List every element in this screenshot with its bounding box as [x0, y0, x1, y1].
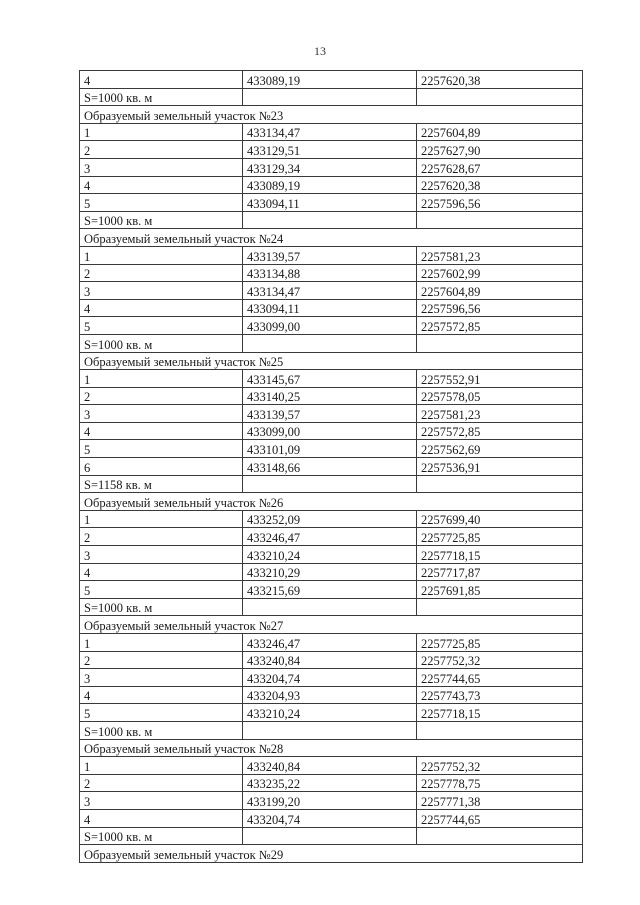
point-number: 4: [80, 422, 243, 440]
y-coordinate: 2257725,85: [417, 528, 583, 546]
table-row: [80, 299, 583, 317]
table-row: [80, 422, 583, 440]
table-row: [80, 194, 583, 212]
empty-cell: [417, 88, 583, 106]
point-number: 2: [80, 141, 243, 159]
y-coordinate: 2257778,75: [417, 774, 583, 792]
point-number: 1: [80, 757, 243, 775]
table-row: [80, 651, 583, 669]
table-row: [80, 370, 583, 388]
point-number: 1: [80, 370, 243, 388]
area-value: S=1000 кв. м: [80, 334, 243, 352]
area-row: [80, 598, 583, 616]
point-number: 4: [80, 176, 243, 194]
parcel-title: Образуемый земельный участок №23: [80, 106, 583, 124]
parcel-header-row: [80, 845, 583, 863]
point-number: 5: [80, 317, 243, 335]
y-coordinate: 2257691,85: [417, 581, 583, 599]
y-coordinate: 2257596,56: [417, 299, 583, 317]
y-coordinate: 2257744,65: [417, 809, 583, 827]
y-coordinate: 2257699,40: [417, 510, 583, 528]
coordinates-table-body: [80, 71, 583, 863]
table-row: [80, 458, 583, 476]
y-coordinate: 2257604,89: [417, 282, 583, 300]
table-row: [80, 581, 583, 599]
x-coordinate: 433210,24: [243, 704, 417, 722]
point-number: 1: [80, 634, 243, 652]
y-coordinate: 2257744,65: [417, 669, 583, 687]
point-number: 4: [80, 71, 243, 89]
area-value: S=1000 кв. м: [80, 88, 243, 106]
area-row: [80, 88, 583, 106]
point-number: 2: [80, 264, 243, 282]
x-coordinate: 433204,93: [243, 686, 417, 704]
x-coordinate: 433139,57: [243, 246, 417, 264]
parcel-header-row: [80, 616, 583, 634]
parcel-header-row: [80, 493, 583, 511]
area-row: [80, 475, 583, 493]
x-coordinate: 433139,57: [243, 405, 417, 423]
x-coordinate: 433094,11: [243, 194, 417, 212]
point-number: 3: [80, 669, 243, 687]
y-coordinate: 2257596,56: [417, 194, 583, 212]
parcel-title: Образуемый земельный участок №26: [80, 493, 583, 511]
x-coordinate: 433089,19: [243, 176, 417, 194]
area-value: S=1000 кв. м: [80, 721, 243, 739]
table-row: [80, 704, 583, 722]
empty-cell: [243, 721, 417, 739]
y-coordinate: 2257581,23: [417, 405, 583, 423]
empty-cell: [417, 721, 583, 739]
y-coordinate: 2257627,90: [417, 141, 583, 159]
table-row: [80, 528, 583, 546]
y-coordinate: 2257620,38: [417, 176, 583, 194]
table-row: [80, 387, 583, 405]
point-number: 4: [80, 299, 243, 317]
y-coordinate: 2257628,67: [417, 158, 583, 176]
area-value: S=1158 кв. м: [80, 475, 243, 493]
point-number: 3: [80, 282, 243, 300]
point-number: 4: [80, 686, 243, 704]
table-row: [80, 141, 583, 159]
point-number: 4: [80, 809, 243, 827]
point-number: 3: [80, 158, 243, 176]
x-coordinate: 433129,51: [243, 141, 417, 159]
parcel-header-row: [80, 106, 583, 124]
x-coordinate: 433129,34: [243, 158, 417, 176]
point-number: 1: [80, 510, 243, 528]
point-number: 5: [80, 194, 243, 212]
x-coordinate: 433101,09: [243, 440, 417, 458]
point-number: 1: [80, 123, 243, 141]
area-value: S=1000 кв. м: [80, 211, 243, 229]
area-value: S=1000 кв. м: [80, 598, 243, 616]
table-row: [80, 176, 583, 194]
table-row: [80, 669, 583, 687]
y-coordinate: 2257572,85: [417, 422, 583, 440]
coordinates-table: [79, 70, 583, 863]
point-number: 2: [80, 774, 243, 792]
x-coordinate: 433240,84: [243, 651, 417, 669]
table-row: [80, 774, 583, 792]
point-number: 2: [80, 387, 243, 405]
table-row: [80, 757, 583, 775]
parcel-title: Образуемый земельный участок №28: [80, 739, 583, 757]
table-row: [80, 563, 583, 581]
x-coordinate: 433134,47: [243, 282, 417, 300]
point-number: 5: [80, 704, 243, 722]
y-coordinate: 2257581,23: [417, 246, 583, 264]
table-row: [80, 809, 583, 827]
x-coordinate: 433199,20: [243, 792, 417, 810]
empty-cell: [243, 211, 417, 229]
area-row: [80, 211, 583, 229]
area-value: S=1000 кв. м: [80, 827, 243, 845]
point-number: 2: [80, 651, 243, 669]
point-number: 2: [80, 528, 243, 546]
y-coordinate: 2257602,99: [417, 264, 583, 282]
table-row: [80, 686, 583, 704]
y-coordinate: 2257572,85: [417, 317, 583, 335]
y-coordinate: 2257536,91: [417, 458, 583, 476]
y-coordinate: 2257752,32: [417, 757, 583, 775]
parcel-title: Образуемый земельный участок №27: [80, 616, 583, 634]
y-coordinate: 2257725,85: [417, 634, 583, 652]
point-number: 3: [80, 405, 243, 423]
table-row: [80, 71, 583, 89]
table-row: [80, 634, 583, 652]
parcel-title: Образуемый земельный участок №24: [80, 229, 583, 247]
x-coordinate: 433099,00: [243, 317, 417, 335]
parcel-header-row: [80, 739, 583, 757]
empty-cell: [417, 827, 583, 845]
point-number: 3: [80, 792, 243, 810]
point-number: 6: [80, 458, 243, 476]
x-coordinate: 433246,47: [243, 634, 417, 652]
y-coordinate: 2257552,91: [417, 370, 583, 388]
y-coordinate: 2257717,87: [417, 563, 583, 581]
empty-cell: [243, 334, 417, 352]
x-coordinate: 433099,00: [243, 422, 417, 440]
table-row: [80, 282, 583, 300]
table-row: [80, 246, 583, 264]
table-row: [80, 158, 583, 176]
y-coordinate: 2257718,15: [417, 704, 583, 722]
empty-cell: [243, 827, 417, 845]
point-number: 5: [80, 440, 243, 458]
x-coordinate: 433094,11: [243, 299, 417, 317]
y-coordinate: 2257771,38: [417, 792, 583, 810]
x-coordinate: 433145,67: [243, 370, 417, 388]
area-row: [80, 334, 583, 352]
area-row: [80, 721, 583, 739]
x-coordinate: 433089,19: [243, 71, 417, 89]
x-coordinate: 433148,66: [243, 458, 417, 476]
table-row: [80, 792, 583, 810]
empty-cell: [417, 475, 583, 493]
y-coordinate: 2257743,73: [417, 686, 583, 704]
empty-cell: [417, 211, 583, 229]
x-coordinate: 433204,74: [243, 809, 417, 827]
y-coordinate: 2257562,69: [417, 440, 583, 458]
empty-cell: [417, 598, 583, 616]
empty-cell: [243, 598, 417, 616]
table-row: [80, 317, 583, 335]
x-coordinate: 433252,09: [243, 510, 417, 528]
y-coordinate: 2257620,38: [417, 71, 583, 89]
point-number: 3: [80, 546, 243, 564]
table-row: [80, 546, 583, 564]
x-coordinate: 433204,74: [243, 669, 417, 687]
area-row: [80, 827, 583, 845]
x-coordinate: 433235,22: [243, 774, 417, 792]
y-coordinate: 2257718,15: [417, 546, 583, 564]
x-coordinate: 433210,24: [243, 546, 417, 564]
parcel-header-row: [80, 229, 583, 247]
table-row: [80, 264, 583, 282]
x-coordinate: 433140,25: [243, 387, 417, 405]
point-number: 4: [80, 563, 243, 581]
x-coordinate: 433246,47: [243, 528, 417, 546]
x-coordinate: 433134,88: [243, 264, 417, 282]
y-coordinate: 2257578,05: [417, 387, 583, 405]
parcel-header-row: [80, 352, 583, 370]
x-coordinate: 433215,69: [243, 581, 417, 599]
parcel-title: Образуемый земельный участок №29: [80, 845, 583, 863]
table-row: [80, 510, 583, 528]
table-row: [80, 123, 583, 141]
empty-cell: [243, 88, 417, 106]
empty-cell: [243, 475, 417, 493]
empty-cell: [417, 334, 583, 352]
parcel-title: Образуемый земельный участок №25: [80, 352, 583, 370]
y-coordinate: 2257752,32: [417, 651, 583, 669]
table-row: [80, 405, 583, 423]
y-coordinate: 2257604,89: [417, 123, 583, 141]
point-number: 5: [80, 581, 243, 599]
table-row: [80, 440, 583, 458]
point-number: 1: [80, 246, 243, 264]
x-coordinate: 433134,47: [243, 123, 417, 141]
page-number: 13: [314, 44, 326, 58]
x-coordinate: 433210,29: [243, 563, 417, 581]
x-coordinate: 433240,84: [243, 757, 417, 775]
